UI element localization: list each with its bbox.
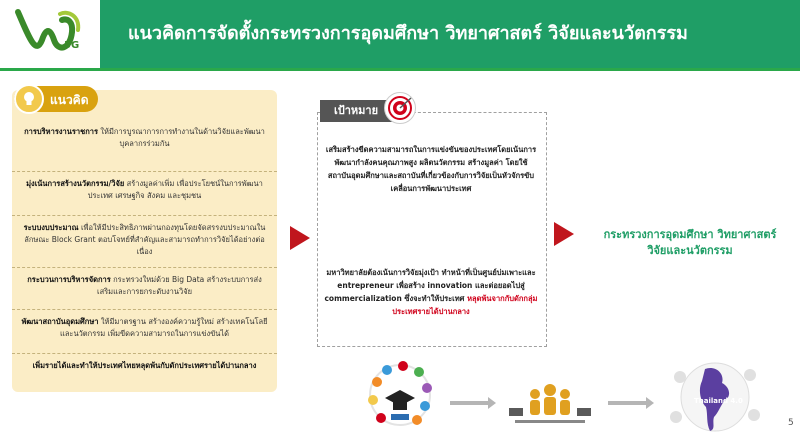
- item-title: มุ่งเน้นการสร้างนวัตกรรม/วิจัย: [26, 179, 125, 188]
- education-icons-icon: [365, 360, 435, 430]
- list-item: [12, 268, 277, 310]
- arrow-right-icon: [290, 226, 310, 250]
- goal-paragraph-2-text: มหาวิทยาลัยต้องเน้นการวิจัยมุ่งเป้า ทำหน้าที่เป็นศูนย์บ่มเพาะและ entrepreneur เพื่อสร้าง innovation และต่อยอดไปสู่ commercialization ซึ่งจะทำให้ประเทศ: [324, 268, 536, 303]
- target-icon: [384, 92, 416, 124]
- map-label: Thailand 4.0: [694, 397, 743, 405]
- logo-text: 5G: [64, 40, 80, 51]
- list-item: [12, 172, 277, 216]
- item-text: ให้มีมาตรฐาน สร้างองค์ความรู้ใหม่ สร้างเทคโนโลยีและนวัตกรรม เพิ่มขีดความสามารถในการแข่งขันได้: [59, 317, 268, 338]
- item-text: สร้างมูลค่าเพิ่ม เพื่อประโยชน์ในการพัฒนาประเทศ เศรษฐกิจ สังคม และชุมชน: [87, 179, 263, 200]
- thailand-map-icon: [660, 357, 770, 435]
- list-item: [12, 216, 277, 268]
- item-title: พัฒนาสถาบันอุดมศึกษา: [21, 317, 99, 326]
- goal-paragraph-1: เสริมสร้างขีดความสามารถในการแข่งขันของประเทศโดยเน้นการพัฒนากำลังคนคุณภาพสูง ผลิตนวัตกรรม สร้างมูลค่า โดยใช้สถาบันอุดมศึกษาและสถาบันที่เกี่ยวข้องกับการวิจัยเป็นหัวจักรขับเคลื่อนการพัฒนาประเทศ: [325, 145, 537, 193]
- logo-5g-icon: [0, 0, 100, 68]
- arrow-right-icon: [554, 222, 574, 246]
- concept-list: [12, 120, 277, 388]
- concept-tab: [14, 86, 98, 112]
- bottom-illustrations: [360, 355, 790, 435]
- arrow-right-icon: [608, 401, 648, 405]
- goal-tab: เป้าหมาย: [320, 100, 392, 122]
- goal-paragraph-2: [324, 266, 538, 318]
- item-text: กระทรวงใหม่ด้วย Big Data สร้างระบบการส่งเสริมและการยกระดับงานวิจัย: [97, 275, 262, 296]
- accent-line: [0, 68, 800, 71]
- item-title: การบริหารงานราชการ: [24, 127, 98, 136]
- item-title: เพิ่มรายได้และทำให้ประเทศไทยหลุดพ้นกับดักประเทศรายได้ปานกลาง: [32, 361, 257, 370]
- item-title: กระบวนการบริหารจัดการ: [27, 275, 111, 284]
- title-bar: [100, 0, 800, 68]
- item-text: ให้มีการบูรณาการการทำงานในด้านวิจัยและพัฒนาบุคลากรร่วมกัน: [97, 127, 265, 148]
- item-title: ระบบงบประมาณ: [23, 223, 79, 232]
- lightbulb-icon: [14, 84, 44, 114]
- page-number: 5: [788, 418, 794, 428]
- header: [0, 0, 800, 68]
- list-item: [12, 310, 277, 354]
- item-text: เพื่อให้มีประสิทธิภาพผ่านกองทุนโดยจัดสรรงบประมาณในลักษณะ Block Grant ตอบโจทย์ที่สำคัญและสามารถทำการวิจัยได้อย่างต่อเนื่อง: [24, 223, 266, 256]
- logo: [0, 0, 100, 68]
- page-title: แนวคิดการจัดตั้งกระทรวงการอุดมศึกษา วิทยาศาสตร์ วิจัยและนวัตกรรม: [128, 23, 688, 44]
- list-item: [12, 120, 277, 172]
- list-item: [12, 354, 277, 388]
- ministry-label: กระทรวงการอุดมศึกษา วิทยาศาสตร์ วิจัยและนวัตกรรม: [603, 228, 777, 257]
- goal-paragraph-2-highlight: หลุดพ้นจากกับดักกลุ่มประเทศรายได้ปานกลาง: [392, 294, 538, 316]
- arrow-right-icon: [450, 401, 490, 405]
- people-money-icon: [505, 380, 595, 435]
- concept-tab-label: แนวคิด: [50, 93, 89, 107]
